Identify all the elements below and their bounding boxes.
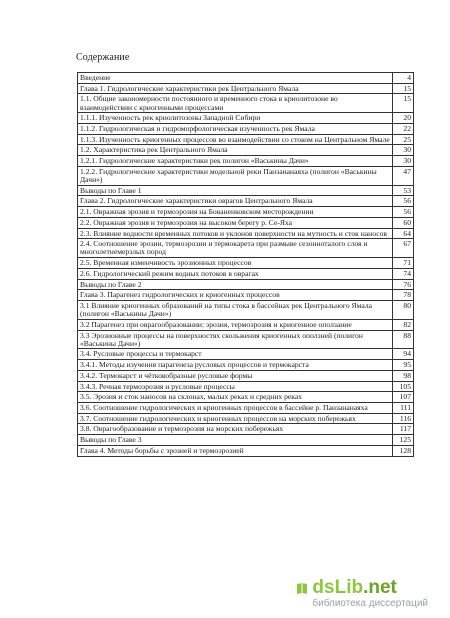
toc-entry-page: 78 [393,290,414,301]
toc-entry-title: 2.2. Овражная эрозия и термоэрозия на высоком берегу р. Се-Яха [78,217,393,228]
toc-entry-page: 71 [393,258,414,269]
toc-entry-title: Введение [78,73,393,84]
toc-entry-title: 1.2.1. Гидрологические характеристики рек полигон «Васькины Дачи» [78,156,393,167]
table-row [78,228,414,239]
table-row [78,381,414,392]
toc-entry-title: Глава 3. Парагенез гидрологических и криогенных процессов [78,290,393,301]
toc-entry-page: 125 [393,435,414,446]
toc-entry-page: 111 [393,403,414,414]
toc-entry-title: 3.4.1. Методы изучения парагенеза русловых процессов и термокарста [78,360,393,371]
table-row [78,279,414,290]
toc-entry-page: 15 [393,83,414,94]
toc-entry-page: 95 [393,360,414,371]
table-row [78,300,414,319]
toc-entry-title: Выводы по Главе 3 [78,435,393,446]
toc-entry-page: 88 [393,330,414,349]
toc-entry-title: 3.1 Влияние криогенных образований на типы стока в бассейнах рек Центрального Ямала (полигон «Васькины Дачи») [78,300,393,319]
toc-entry-page: 56 [393,207,414,218]
toc-entry-title: 3.8. Оврагообразование и термоэрозия на морских побережьях [78,424,393,435]
toc-entry-page: 116 [393,413,414,424]
toc-entry-title: 2.3. Влияние водности временных потоков и уклонов поверхности на мутность и сток наносов [78,228,393,239]
toc-entry-page: 22 [393,124,414,135]
toc-entry-page: 30 [393,145,414,156]
table-row [78,83,414,94]
toc-entry-page: 20 [393,113,414,124]
table-row [78,73,414,84]
toc-entry-page: 76 [393,279,414,290]
table-row [78,113,414,124]
table-row [78,124,414,135]
toc-entry-page: 30 [393,156,414,167]
watermark-subtitle: библиотека диссертаций [312,598,428,609]
toc-entry-title: Глава 1. Гидрологические характеристики рек Центрального Ямала [78,83,393,94]
toc-entry-title: Выводы по Главе 1 [78,185,393,196]
toc-entry-title: 2.4. Соотношение эрозии, термоэрозии и термокарета при размыве сезонноталого слоя и многолетнемерзлых пород [78,239,393,258]
table-row [78,424,414,435]
toc-entry-title: 1.1.3. Изученность криогенных процессов во взаимодействии со стоком на Центральном Ямале [78,134,393,145]
toc-entry-title: 3.4. Русловые процессы и термокарст [78,349,393,360]
toc-entry-page: 60 [393,217,414,228]
table-row [78,392,414,403]
dslib-watermark [312,578,428,610]
table-of-contents [77,72,414,457]
toc-entry-title: 1.2. Характеристика рек Центрального Ямала [78,145,393,156]
toc-entry-page: 80 [393,300,414,319]
toc-entry-page: 105 [393,381,414,392]
toc-entry-page: 4 [393,73,414,84]
toc-entry-title: 3.4.3. Речная термоэрозия и русловые процессы [78,381,393,392]
watermark-logo: dsLib.net [312,577,397,598]
table-row [78,290,414,301]
table-row [78,185,414,196]
toc-entry-title: 1.1.2. Гидрологическая и гидроморфологическая изученность рек Ямала [78,124,393,135]
table-row [78,258,414,269]
toc-entry-page: 67 [393,239,414,258]
table-row [78,349,414,360]
table-row [78,330,414,349]
table-row [78,435,414,446]
toc-entry-title: 1.1.1. Изученность рек криолитозоны Западной Сибири [78,113,393,124]
toc-entry-title: 3.5. Эрозия и сток наносов на склонах, малых реках и средних реках [78,392,393,403]
table-row [78,145,414,156]
table-row [78,166,414,185]
table-row [78,319,414,330]
toc-entry-title: 2.5. Временная изменчивость эрозионных процессов [78,258,393,269]
table-row [78,445,414,456]
toc-entry-page: 94 [393,349,414,360]
table-row [78,134,414,145]
toc-entry-page: 128 [393,445,414,456]
toc-entry-page: 117 [393,424,414,435]
toc-entry-title: Глава 2. Гидрологические характеристики оврагов Центрального Ямала [78,196,393,207]
toc-entry-page: 25 [393,134,414,145]
toc-entry-page: 82 [393,319,414,330]
book-icon [296,582,308,596]
toc-entry-page: 53 [393,185,414,196]
toc-entry-page: 107 [393,392,414,403]
table-row [78,268,414,279]
toc-entry-title: 2.6. Гидрологический режим водных потоков в оврагах [78,268,393,279]
toc-entry-page: 15 [393,94,414,113]
toc-entry-title: 3.4.2. Термокарст и чётковобразные русловые формы [78,370,393,381]
toc-entry-page: 47 [393,166,414,185]
toc-entry-title: 3.3 Эрозионные процессы на поверхностях скольжения криогенных оползней (полигон «Васькины Дачи») [78,330,393,349]
toc-entry-title: Выводы по Главе 2 [78,279,393,290]
page-title: Содержание [76,52,130,63]
table-row [78,196,414,207]
toc-entry-page: 56 [393,196,414,207]
table-row [78,239,414,258]
toc-entry-page: 74 [393,268,414,279]
table-row [78,360,414,371]
toc-entry-title: 3.2 Парагенез при оврагообразовании: эрозия, термоэрозия и криогенное оползание [78,319,393,330]
table-row [78,156,414,167]
table-row [78,413,414,424]
table-row [78,403,414,414]
toc-entry-title: 1.1. Общие закономерности постоянного и временного стока в криолитозоне во взаимодействии с криогенными процессами [78,94,393,113]
toc-entry-title: 2.1. Овражная эрозия и термоэрозия на Бованенковском месторождении [78,207,393,218]
toc-entry-title: 3.7. Соотношение гидрологических и криогенных процессов на морских побережьях [78,413,393,424]
table-row [78,370,414,381]
toc-entry-page: 98 [393,370,414,381]
toc-entry-title: 1.2.2. Гидрологические характеристики модельной реки Панзананаяха (полигон «Васькины Дачи») [78,166,393,185]
toc-entry-page: 64 [393,228,414,239]
toc-entry-title: 3.6. Соотношение гидрологических и криогенных процессов в бассейне р. Панзананаяха [78,403,393,414]
toc-entry-title: Глава 4. Методы борьбы с эрозией и термоэрозией [78,445,393,456]
table-row [78,217,414,228]
table-row [78,94,414,113]
table-row [78,207,414,218]
